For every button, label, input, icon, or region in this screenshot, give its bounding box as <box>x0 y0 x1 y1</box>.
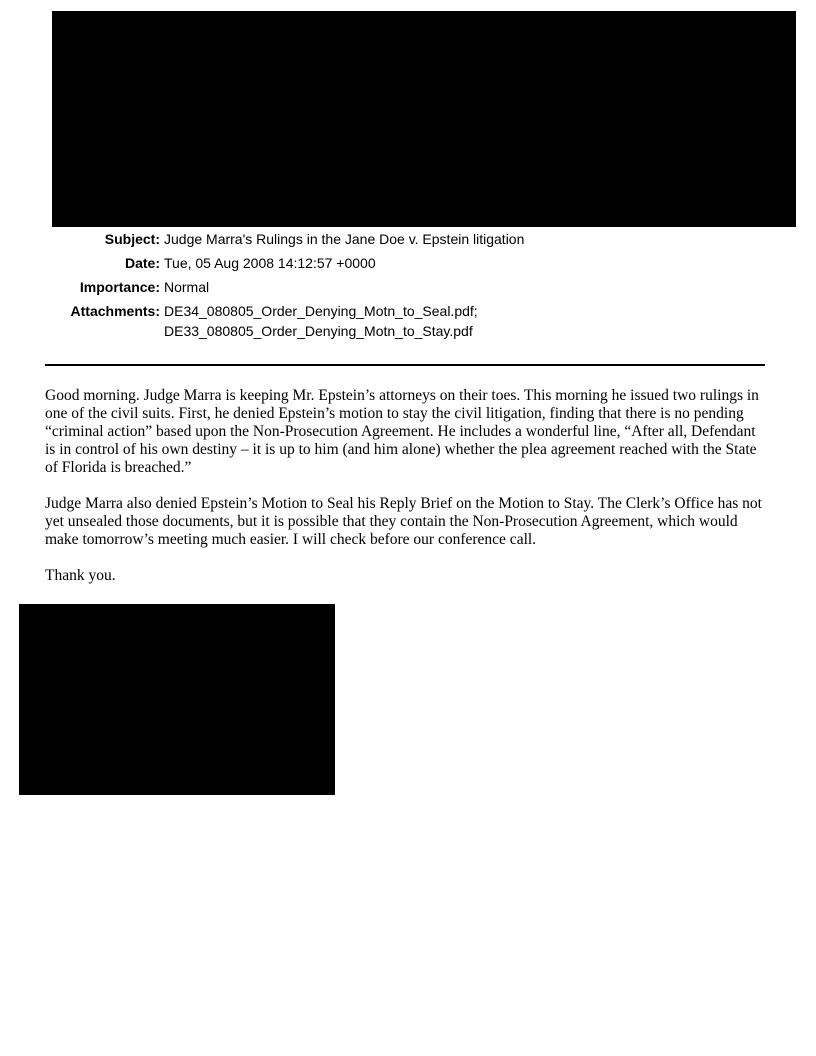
attachment-link[interactable]: DE33_080805_Order_Denying_Motn_to_Stay.pdf <box>164 323 473 339</box>
importance-value: Normal <box>164 279 210 295</box>
redaction-block-signature <box>19 604 335 795</box>
date-row <box>0 253 816 273</box>
attachments-label: Attachments: <box>70 303 160 319</box>
header-divider <box>45 364 765 366</box>
body-paragraph: Good morning. Judge Marra is keeping Mr. Epstein’s attorneys on their toes. This morning he issued two rulings in one of the civil suits. First, he denied Epstein’s motion to stay the civil litigation, finding that there is no pending “criminal action” based upon the Non-Prosecution Agreement. He includes a wonderful line, “After all, Defendant is in control of his own destiny – it is up to him (and him alone) whether the plea agreement reached with the State of Florida is breached.” <box>45 387 759 476</box>
email-body <box>45 387 769 603</box>
attachments-list <box>160 301 478 341</box>
body-paragraph: Thank you. <box>45 567 116 584</box>
attachment-link[interactable]: DE34_080805_Order_Denying_Motn_to_Seal.pdf; <box>164 303 478 319</box>
email-header <box>0 229 816 345</box>
redaction-block-header <box>52 11 796 227</box>
attachments-row <box>0 301 816 341</box>
subject-label: Subject: <box>104 231 160 247</box>
importance-row <box>0 277 816 297</box>
subject-value: Judge Marra's Rulings in the Jane Doe v. Epstein litigation <box>164 231 525 247</box>
subject-row <box>0 229 816 249</box>
date-label: Date: <box>124 255 160 271</box>
body-paragraph: Judge Marra also denied Epstein’s Motion to Seal his Reply Brief on the Motion to Stay. The Clerk’s Office has not yet unsealed those documents, but it is possible that they contain the Non-Prosecution Agreement, which would make tomorrow’s meeting much easier. I will check before our conference call. <box>45 495 762 548</box>
date-value: Tue, 05 Aug 2008 14:12:57 +0000 <box>164 255 376 271</box>
importance-label: Importance: <box>79 279 160 295</box>
